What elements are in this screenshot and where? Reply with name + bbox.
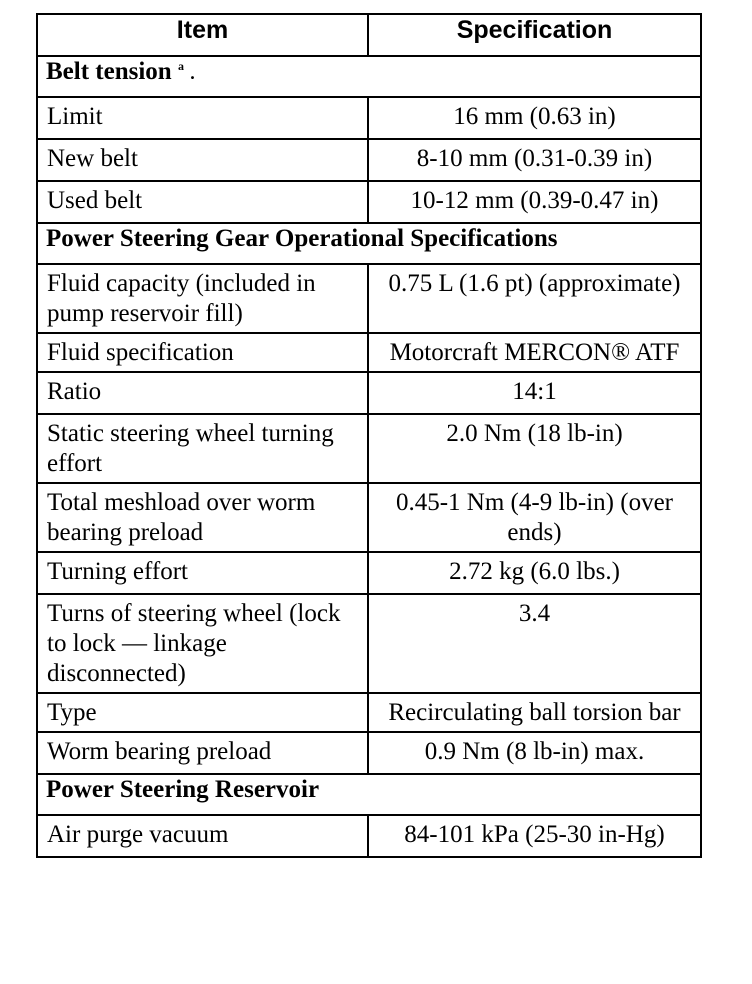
- table-row: [37, 594, 701, 693]
- spec-cell: 2.72 kg (6.0 lbs.): [368, 552, 701, 594]
- table-row: [37, 372, 701, 414]
- spec-cell: Motorcraft MERCON® ATF: [368, 333, 701, 372]
- section-row-reservoir: [37, 774, 701, 815]
- item-cell: Used belt: [37, 181, 368, 223]
- section-title-belt-tension: [37, 56, 701, 97]
- header-row: [37, 14, 701, 56]
- footnote-mark: a: [177, 59, 184, 73]
- table-row: [37, 815, 701, 857]
- trailing-mark: .: [190, 63, 195, 83]
- spec-cell: 10-12 mm (0.39-0.47 in): [368, 181, 701, 223]
- spec-cell: 84-101 kPa (25-30 in-Hg): [368, 815, 701, 857]
- table-row: [37, 552, 701, 594]
- item-cell: Air purge vacuum: [37, 815, 368, 857]
- section-title-reservoir: Power Steering Reservoir: [37, 774, 701, 815]
- spec-cell: 8-10 mm (0.31-0.39 in): [368, 139, 701, 181]
- spec-cell: 16 mm (0.63 in): [368, 97, 701, 139]
- table-row: [37, 139, 701, 181]
- spec-cell: 3.4: [368, 594, 701, 693]
- item-cell: Fluid capacity (included in pump reservoir fill): [37, 264, 368, 333]
- spec-cell: 0.75 L (1.6 pt) (approximate): [368, 264, 701, 333]
- table-row: [37, 333, 701, 372]
- item-cell: Fluid specification: [37, 333, 368, 372]
- spec-cell: Recirculating ball torsion bar: [368, 693, 701, 732]
- table-row: [37, 414, 701, 483]
- item-cell: Ratio: [37, 372, 368, 414]
- table-row: [37, 97, 701, 139]
- table-row: [37, 732, 701, 774]
- item-cell: New belt: [37, 139, 368, 181]
- table-row: [37, 693, 701, 732]
- item-cell: Worm bearing preload: [37, 732, 368, 774]
- spec-cell: 0.45-1 Nm (4-9 lb-in) (over ends): [368, 483, 701, 552]
- item-column-header: Item: [37, 14, 368, 56]
- section-row-gear-operational: [37, 223, 701, 264]
- section-title-gear-operational: Power Steering Gear Operational Specifications: [37, 223, 701, 264]
- section-title-text: Belt tension: [46, 58, 172, 85]
- item-cell: Type: [37, 693, 368, 732]
- item-cell: Turns of steering wheel (lock to lock — linkage disconnected): [37, 594, 368, 693]
- spec-cell: 0.9 Nm (8 lb-in) max.: [368, 732, 701, 774]
- specifications-table: [36, 13, 702, 858]
- spec-cell: 2.0 Nm (18 lb-in): [368, 414, 701, 483]
- table-row: [37, 181, 701, 223]
- section-row-belt-tension: [37, 56, 701, 97]
- item-cell: Turning effort: [37, 552, 368, 594]
- table-row: [37, 483, 701, 552]
- item-cell: Static steering wheel turning effort: [37, 414, 368, 483]
- spec-cell: 14:1: [368, 372, 701, 414]
- table-row: [37, 264, 701, 333]
- item-cell: Total meshload over worm bearing preload: [37, 483, 368, 552]
- specification-column-header: Specification: [368, 14, 701, 56]
- item-cell: Limit: [37, 97, 368, 139]
